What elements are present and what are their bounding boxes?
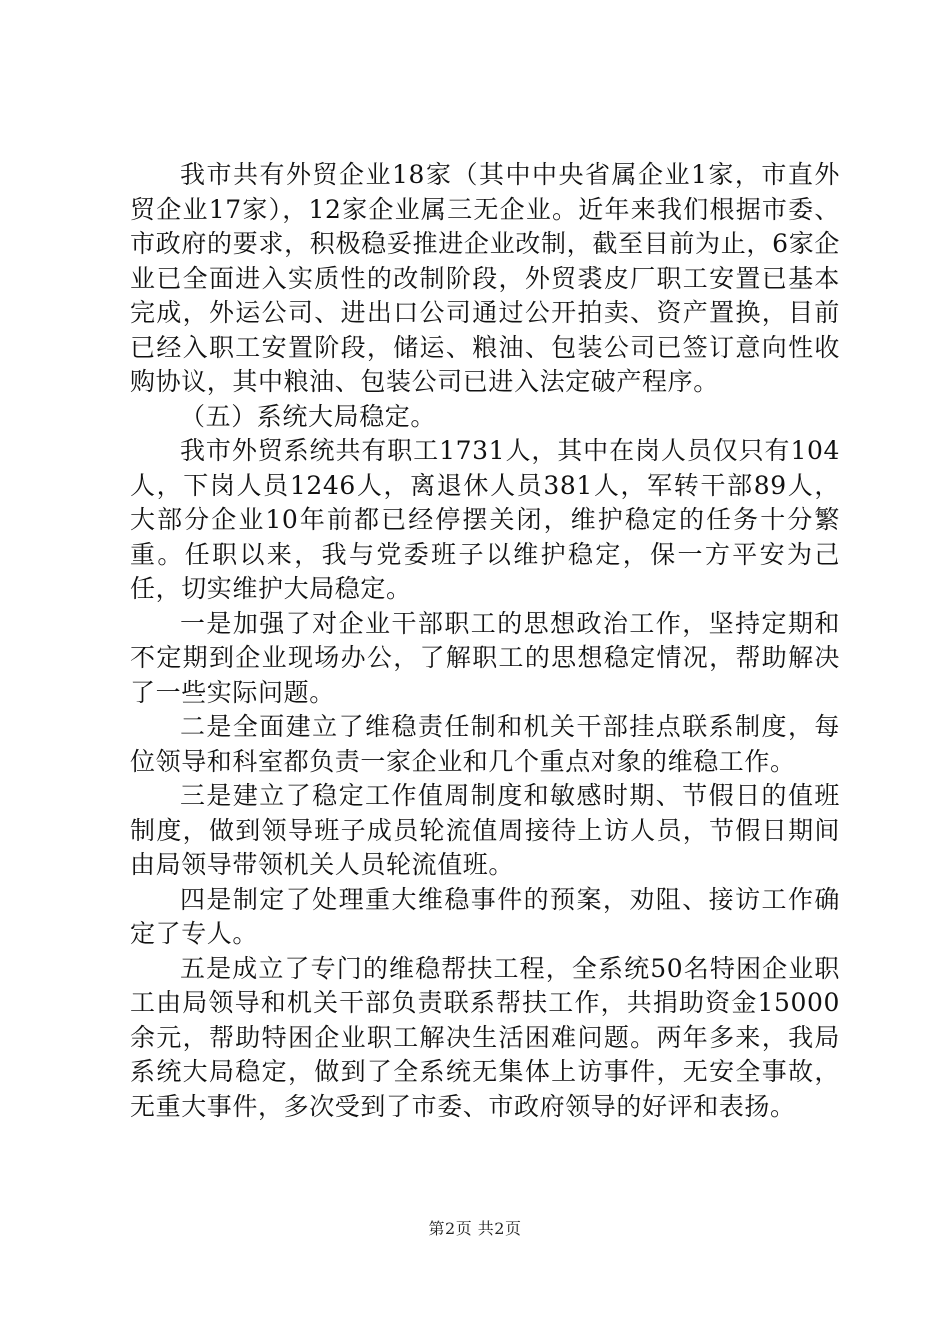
document-body bbox=[130, 158, 840, 1124]
paragraph-point-five: 五是成立了专门的维稳帮扶工程，全系统50名特困企业职工由局领导和机关干部负责联系帮扶工作，共捐助资金15000余元，帮助特困企业职工解决生活困难问题。两年多来，我局系统大局稳定，做到了全系统无集体上访事件，无安全事故，无重大事件，多次受到了市委、市政府领导的好评和表扬。 bbox=[130, 953, 840, 1121]
paragraph-point-one: 一是加强了对企业干部职工的思想政治工作，坚持定期和不定期到企业现场办公，了解职工的思想稳定情况，帮助解决了一些实际问题。 bbox=[130, 608, 840, 707]
paragraph-point-three: 三是建立了稳定工作值周制度和敏感时期、节假日的值班制度，做到领导班子成员轮流值周接待上访人员，节假日期间由局领导带领机关人员轮流值班。 bbox=[130, 781, 840, 879]
paragraph-enterprise-reform: 我市共有外贸企业18家（其中中央省属企业1家，市直外贸企业17家），12家企业属三无企业。近年来我们根据市委、市政府的要求，积极稳妥推进企业改制，截至目前为止，6家企业已全面进入实质性的改制阶段，外贸裘皮厂职工安置已基本完成，外运公司、进出口公司通过公开拍卖、资产置换，目前已经入职工安置阶段，储运、粮油、包装公司已签订意向性收购协议，其中粮油、包装公司已进入法定破产程序。 bbox=[130, 160, 840, 396]
paragraph-point-four: 四是制定了处理重大维稳事件的预案，劝阻、接访工作确定了专人。 bbox=[130, 884, 840, 948]
paragraph-point-two: 二是全面建立了维稳责任制和机关干部挂点联系制度，每位领导和科室都负责一家企业和几个重点对象的维稳工作。 bbox=[130, 712, 840, 776]
page-number-footer: 第2页 共2页 bbox=[428, 1219, 522, 1238]
paragraph-staff-overview: 我市外贸系统共有职工1731人，其中在岗人员仅只有104人，下岗人员1246人，离退休人员381人，军转干部89人，大部分企业10年前都已经停摆关闭，维护稳定的任务十分繁重。任职以来，我与党委班子以维护稳定，保一方平安为己任，切实维护大局稳定。 bbox=[130, 436, 840, 603]
section-heading-stability: （五）系统大局稳定。 bbox=[180, 401, 437, 431]
